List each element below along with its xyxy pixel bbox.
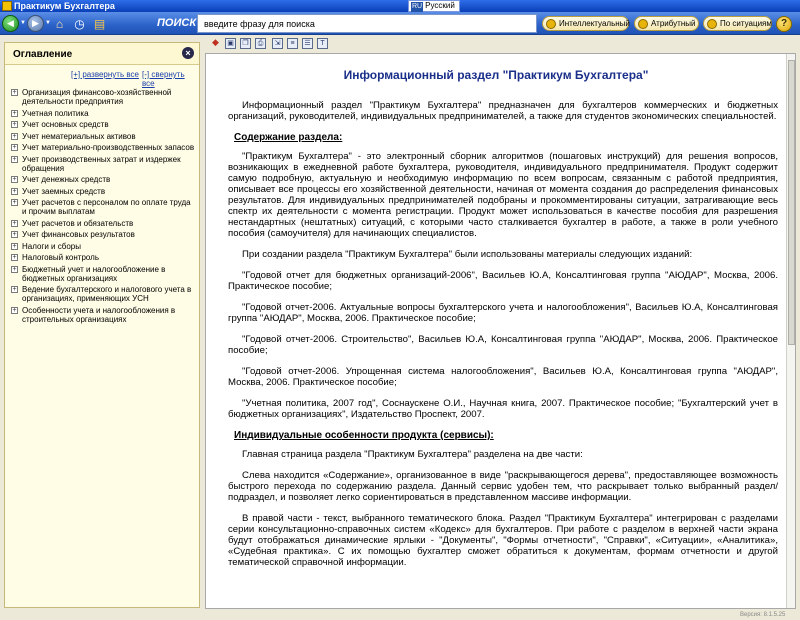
expand-all-link[interactable]: [+] развернуть все	[71, 70, 139, 79]
vertical-scrollbar[interactable]	[786, 54, 796, 608]
toc-item[interactable]	[11, 155, 195, 173]
toc-item[interactable]	[11, 230, 195, 239]
situation-search-button[interactable]	[703, 16, 772, 31]
toc-item-label[interactable]: Налоговый контроль	[22, 253, 99, 262]
save-icon[interactable]: ▣	[225, 38, 236, 49]
search-mode-icon	[546, 19, 556, 29]
contents-title: Оглавление	[13, 49, 73, 60]
paragraph: Информационный раздел "Практикум Бухгалтера" предназначен для бухгалтеров коммерческих и бюджетных организаций, руководителей, индивидуальных предпринимателей, а также для студентов экономических специальностей.	[228, 100, 778, 122]
toc-item-label[interactable]: Учет нематериальных активов	[22, 131, 136, 141]
collapse-all-link[interactable]: [-] свернуть все	[142, 70, 185, 88]
search-mode-icon	[707, 19, 717, 29]
section-heading: Индивидуальные особенности продукта (сервисы):	[234, 430, 494, 441]
expand-icon[interactable]: +	[12, 306, 17, 314]
paragraph: В правой части - текст, выбранного тематического блока. Раздел "Практикум Бухгалтера" интегрирован с разделами серии консультационно-справочных систем «Кодекс» для бухгалтеров. При работе с разделом в верхней части экрана будут отображаться динамические ярлыки - "Документы", "Формы отчетности", "Справки", «Ситуации», «Аналитика», «Судебная практика». С их помощью бухгалтер сможет обратиться к документам, формам отчетности и другой тематической справочной информации.	[228, 513, 778, 568]
expand-icon[interactable]: +	[12, 89, 17, 96]
paragraph: "Годовой отчет для бюджетных организаций-2006", Васильев Ю.А, Консалтинговая группа "АЮДАР", Москва, 2006. Практическое пособие;	[228, 270, 778, 292]
window-title: Практикум Бухгалтера	[14, 1, 115, 11]
toc-item[interactable]	[11, 265, 195, 283]
paragraph: Главная страница раздела "Практикум Бухгалтера" разделена на две части:	[242, 449, 583, 460]
toc-item-label[interactable]: Бюджетный учет и налогообложение в бюджетных организациях	[22, 264, 166, 283]
expand-icon[interactable]: +	[12, 231, 17, 238]
attribute-search-label: Атрибутный	[651, 19, 696, 28]
list-icon[interactable]: ☰	[302, 38, 313, 49]
toc-item[interactable]	[11, 175, 195, 184]
toc-item[interactable]	[11, 143, 195, 152]
language-indicator[interactable]	[408, 0, 460, 12]
paragraph: "Годовой отчет-2006. Актуальные вопросы бухгалтерского учета и налогообложения", Васильев Ю.А, Консалтинговая группа "АЮДАР", Москва, 2006. Практическое пособие;	[228, 302, 778, 324]
expand-icon[interactable]: +	[12, 219, 17, 227]
main-toolbar	[0, 12, 800, 35]
version-label: Версия: 8.1.5.25	[740, 612, 786, 618]
section-heading: Содержание раздела:	[234, 132, 343, 143]
export-icon[interactable]: ⇲	[272, 38, 283, 49]
expand-icon[interactable]: +	[12, 242, 17, 250]
toc-item[interactable]	[11, 88, 195, 106]
document-title: Информационный раздел "Практикум Бухгалтера"	[343, 68, 649, 82]
document-body	[228, 100, 778, 578]
intelligent-search-button[interactable]	[542, 16, 629, 31]
expand-icon[interactable]: +	[12, 132, 17, 140]
attribute-search-button[interactable]	[634, 16, 699, 31]
toc-item[interactable]	[11, 253, 195, 262]
help-icon[interactable]: ?	[776, 16, 792, 32]
document-panel	[205, 53, 796, 609]
expand-icon[interactable]: +	[12, 187, 17, 195]
situation-search-label: По ситуациям	[720, 19, 772, 28]
scrollbar-thumb[interactable]	[788, 60, 795, 345]
search-input[interactable]	[197, 14, 537, 33]
toc-item-label[interactable]: Ведение бухгалтерского и налогового учета в организациях, применяющих УСН	[22, 285, 192, 303]
toc-item-label[interactable]: Налоги и сборы	[22, 241, 81, 251]
toc-item-label[interactable]: Учет материально-производственных запасов	[22, 143, 195, 152]
toc-item[interactable]	[11, 242, 195, 251]
language-code: RU	[412, 3, 423, 10]
toc-item-label[interactable]: Учет расчетов и обязательств	[22, 218, 134, 228]
toc-item-label[interactable]: Учет заемных средств	[22, 186, 106, 196]
forward-dropdown-icon[interactable]: ▼	[45, 20, 51, 26]
window-title-bar	[0, 0, 800, 12]
back-icon[interactable]: ◀	[2, 15, 19, 32]
home-icon[interactable]: ⌂	[55, 16, 64, 31]
toc-item[interactable]	[11, 285, 195, 303]
paragraph: Слева находится «Содержание», организованное в виде "раскрывающегося дерева", предоставляющее возможность быстрого перехода по содержанию раздела. Данный сервис удобен тем, что раскрывает только выбранный раздел/подраздел, и позволяет легко сориентироваться в представленном массиве информации.	[228, 470, 778, 503]
contents-header	[5, 43, 199, 65]
copy-icon[interactable]: ❐	[240, 38, 251, 49]
expand-icon[interactable]: +	[12, 155, 17, 163]
contents-tree	[11, 88, 195, 326]
back-dropdown-icon[interactable]: ▼	[20, 20, 26, 26]
paragraph: "Годовой отчет-2006. Строительство", Васильев Ю.А, Консалтинговая группа "АЮДАР", Москва, 2006. Практическое пособие;	[228, 334, 778, 356]
expand-icon[interactable]: +	[12, 109, 17, 117]
contents-panel	[4, 42, 200, 608]
intelligent-search-label: Интеллектуальный	[559, 19, 630, 28]
expand-icon[interactable]: +	[12, 265, 17, 273]
expand-icon[interactable]: +	[12, 254, 17, 261]
text-icon[interactable]: T	[317, 38, 328, 49]
bookmark-icon[interactable]: ◆	[212, 37, 219, 47]
paragraph: "Учетная политика, 2007 год", Соснаускене О.И., Научная книга, 2007. Практическое пособие; "Бухгалтерский учет в бюджетных организациях", Издательство Проспект, 2007.	[228, 398, 778, 420]
toc-item[interactable]	[11, 120, 195, 129]
expand-icon[interactable]: +	[12, 121, 17, 128]
expand-icon[interactable]: +	[12, 176, 17, 183]
toc-item-label[interactable]: Учет расчетов с персоналом по оплате труда и прочим выплатам	[22, 198, 191, 216]
paragraph: При создании раздела "Практикум Бухгалтера" были использованы материалы следующих изданий:	[242, 249, 693, 260]
toc-item-label[interactable]: Учет финансовых результатов	[22, 230, 135, 239]
document-icon[interactable]: ≡	[287, 38, 298, 49]
toc-item-label[interactable]: Учет производственных затрат и издержек обращения	[22, 154, 181, 173]
toc-item-label[interactable]: Учетная политика	[22, 108, 89, 118]
search-mode-icon	[638, 19, 648, 29]
close-icon[interactable]: ×	[182, 47, 194, 59]
expand-icon[interactable]: +	[12, 286, 17, 293]
toc-item[interactable]	[11, 306, 195, 324]
toc-item[interactable]	[11, 198, 195, 216]
paragraph: "Практикум Бухгалтера" - это электронный сборник алгоритмов (пошаговых инструкций) для решения вопросов, возникающих в ежедневной работе бухгалтера, руководителя, индивидуального предпринимателя. Продукт содержит самую подробную, актуальную и необходимую информацию по всем вопросам, связанным с работой предприятия, описывает все процессы его хозяйственной деятельности, начиная от момента создания до распределения финансовых результатов. Для индивидуальных предпринимателей подобраны и прокомментированы ситуации, затрагивающие весь спектр их деятельности с момента регистрации. Продукт может использоваться в качестве пособия для разрешения нестандартных (нештатных) ситуаций, с которыми часто сталкивается бухгалтер в работе, а также в роли учебного пособия (самоучителя) для начинающих специалистов.	[228, 151, 778, 239]
toc-item-label[interactable]: Учет денежных средств	[22, 175, 111, 184]
toc-item[interactable]	[11, 132, 195, 141]
bookmarks-icon[interactable]: ▤	[93, 16, 106, 31]
forward-icon[interactable]: ▶	[27, 15, 44, 32]
search-label: ПОИСК	[157, 17, 197, 29]
app-icon	[2, 1, 12, 11]
paragraph: "Годовой отчет-2006. Упрощенная система налогообложения", Васильев Ю.А, Консалтинговая группа "АЮДАР", Москва, 2006. Практическое пособие;	[228, 366, 778, 388]
toc-item[interactable]	[11, 219, 195, 228]
language-label: Русский	[425, 1, 455, 10]
expand-icon[interactable]: +	[12, 199, 17, 206]
print-icon[interactable]: ⎙	[255, 38, 266, 49]
expand-icon[interactable]: +	[12, 144, 17, 151]
toc-item[interactable]	[11, 109, 195, 118]
toc-item[interactable]	[11, 187, 195, 196]
toc-item-label[interactable]: Организация финансово-хозяйственной деятельности предприятия	[22, 88, 172, 106]
toc-item-label[interactable]: Особенности учета и налогообложения в строительных организациях	[22, 305, 176, 324]
history-icon[interactable]: ◷	[74, 16, 85, 31]
toc-item-label[interactable]: Учет основных средств	[22, 120, 109, 129]
